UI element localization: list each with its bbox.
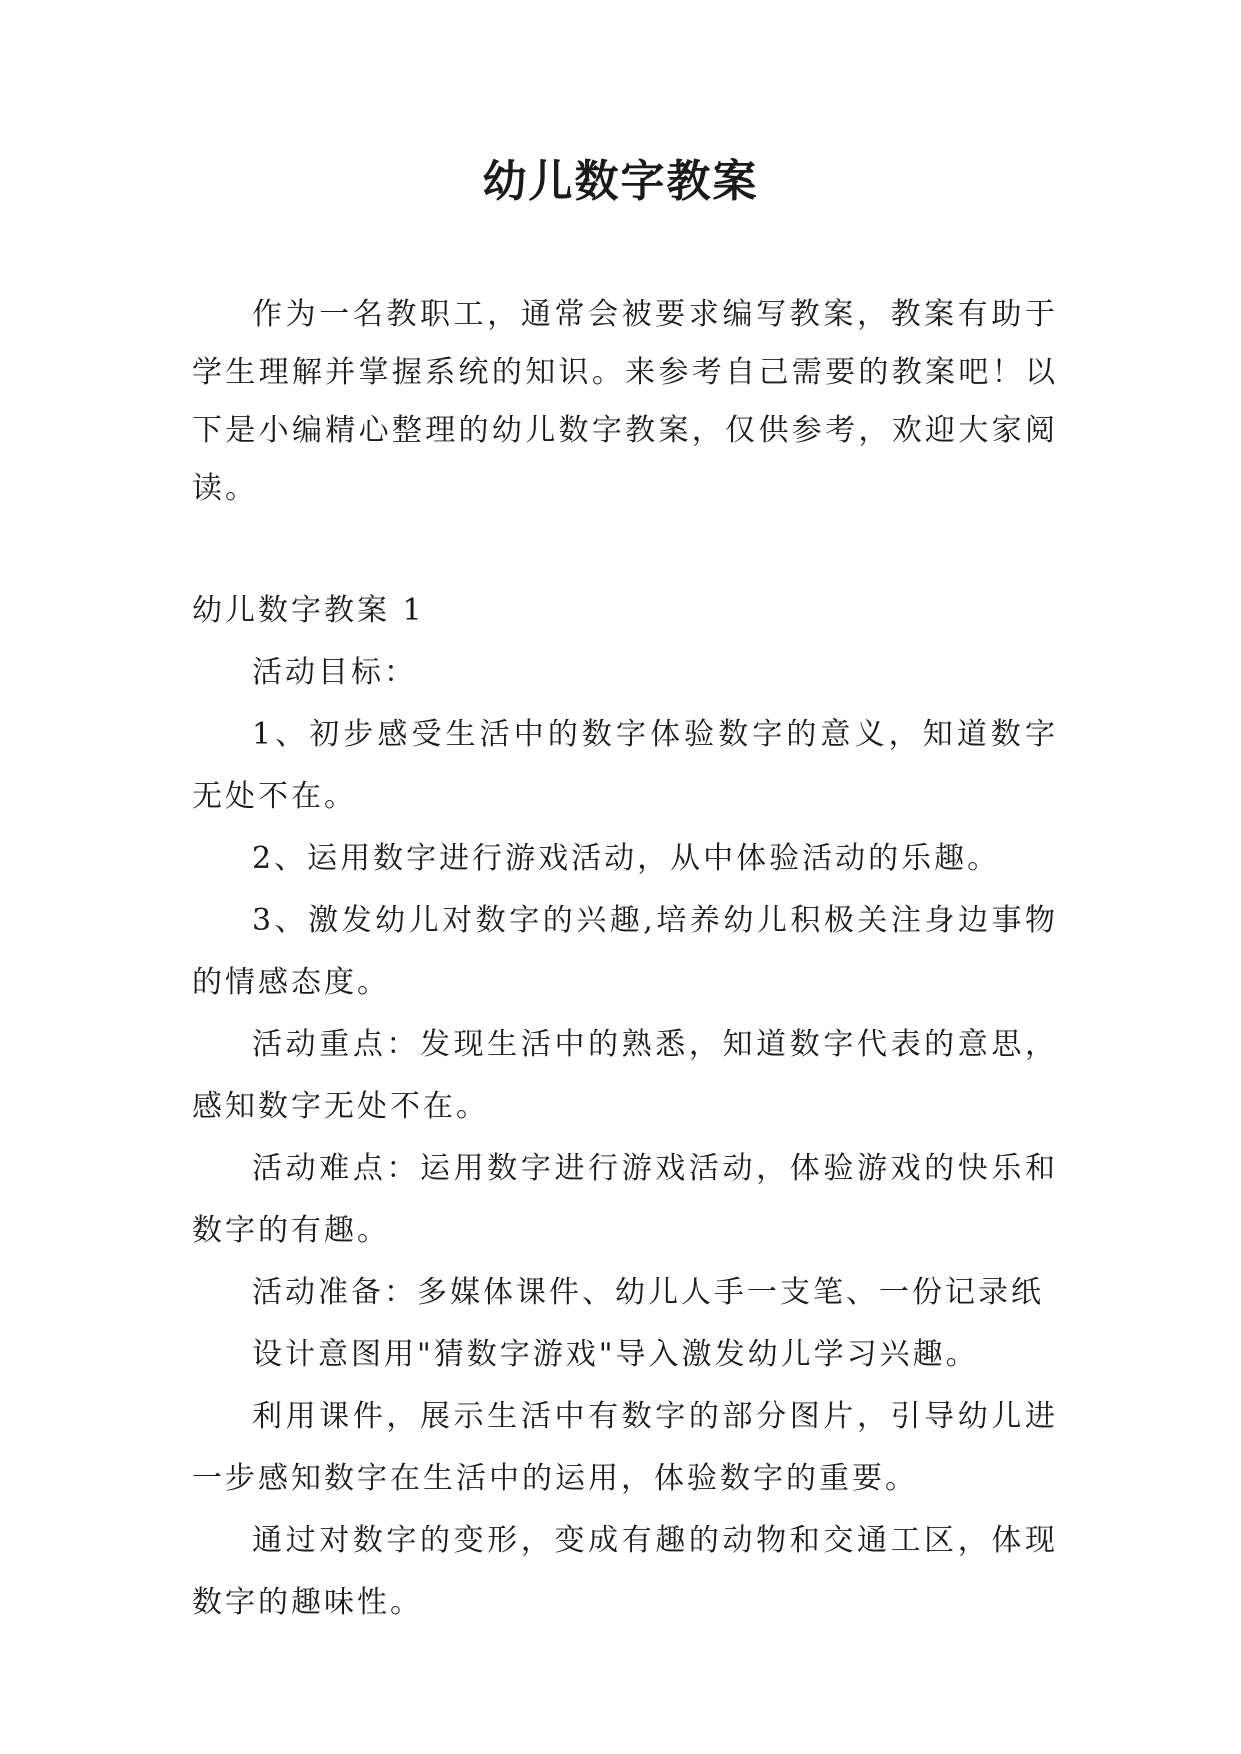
- paragraph-objective-2: 2、运用数字进行游戏活动，从中体验活动的乐趣。: [252, 841, 1001, 876]
- paragraph-design-intent: 设计意图用"猜数字游戏"导入激发幼儿学习兴趣。: [252, 1337, 979, 1372]
- paragraph-objectives-label: 活动目标：: [252, 655, 417, 690]
- paragraph-difficulty: 活动难点：运用数字进行游戏活动，体验游戏的快乐和数字的有趣。: [192, 1151, 1058, 1248]
- intro-paragraph: 作为一名教职工，通常会被要求编写教案，教案有助于学生理解并掌握系统的知识。来参考自己需要的教案吧！以下是小编精心整理的幼儿数字教案，仅供参考，欢迎大家阅读。: [192, 297, 1058, 506]
- paragraph-objective-1: 1、初步感受生活中的数字体验数字的意义，知道数字无处不在。: [192, 717, 1058, 814]
- section-heading: 幼儿数字教案 1: [192, 593, 425, 628]
- paragraph-courseware: 利用课件，展示生活中有数字的部分图片，引导幼儿进一步感知数字在生活中的运用，体验数字的重要。: [192, 1399, 1058, 1496]
- document-body: [192, 286, 1058, 1634]
- document-title: 幼儿数字教案: [482, 156, 759, 207]
- paragraph-transformation: 通过对数字的变形，变成有趣的动物和交通工区，体现数字的趣味性。: [192, 1523, 1058, 1620]
- paragraph-preparation: 活动准备：多媒体课件、幼儿人手一支笔、一份记录纸: [252, 1275, 1044, 1310]
- paragraph-key-point: 活动重点：发现生活中的熟悉，知道数字代表的意思，感知数字无处不在。: [192, 1027, 1058, 1124]
- paragraph-objective-3: 3、激发幼儿对数字的兴趣,培养幼儿积极关注身边事物的情感态度。: [192, 903, 1058, 1000]
